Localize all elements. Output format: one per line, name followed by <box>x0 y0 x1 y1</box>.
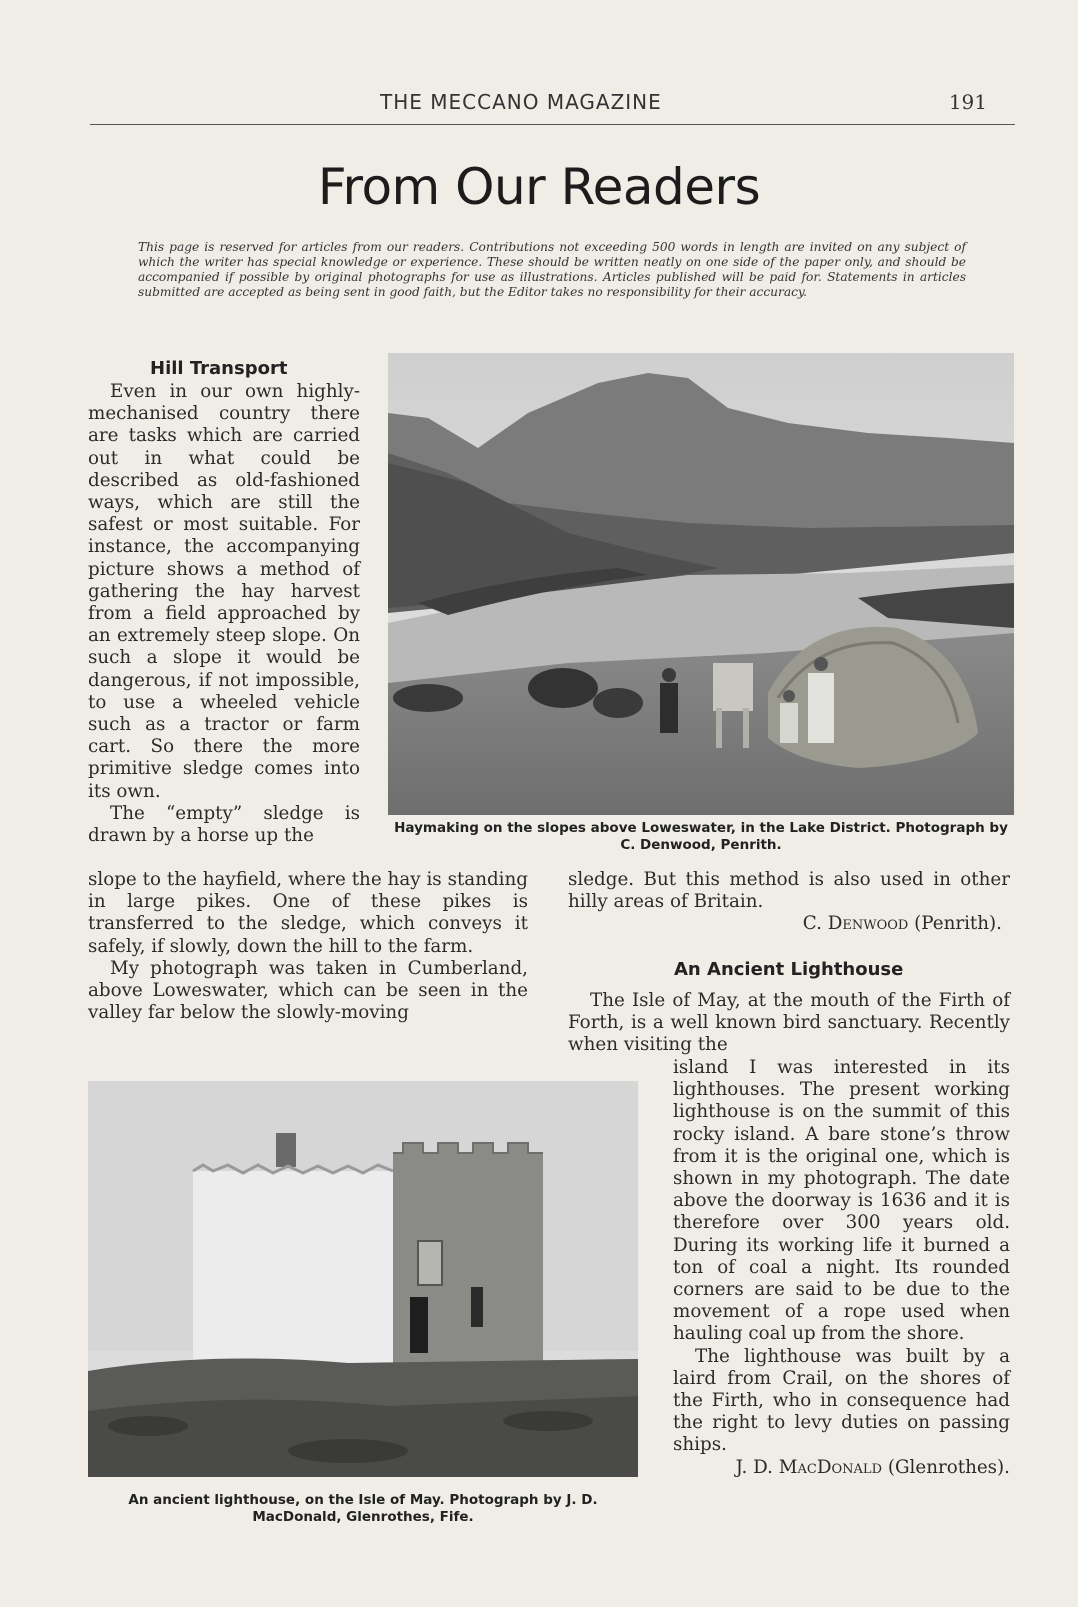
page-title: From Our Readers <box>317 158 761 216</box>
lighthouse-photo-caption: An ancient lighthouse, on the Isle of May. Photograph by J. D. MacDonald, Glenrothes, Fife. <box>128 1492 598 1525</box>
running-header <box>90 88 1015 125</box>
article-paragraph: The Isle of May, at the mouth of the Firth of Forth, is a well known bird sanctuary. Recently when visiting the <box>568 990 1010 1056</box>
page-number: 191 <box>948 90 987 114</box>
author-place: (Penrith). <box>914 913 1002 935</box>
article-heading-hill-transport: Hill Transport <box>150 358 288 379</box>
article-paragraph: Even in our own highly-mechanised country there are tasks which are carried out in what could be described as old-fashioned ways, which are still the safest or most suitable. For instance, the accompanying picture shows a method of gathering the hay harvest from a field approached by an extremely steep slope. On such a slope it would be dangerous, if not impossible, to use a wheeled vehicle such as a tractor or farm cart. So there the more primitive sledge comes into its own. <box>88 381 360 802</box>
article-hill-transport-end <box>568 869 1010 936</box>
article-paragraph: sledge. But this method is also used in other hilly areas of Britain. <box>568 869 1010 913</box>
article-hill-transport-continuation <box>88 869 528 1024</box>
author-name: C. Denwood <box>802 913 909 935</box>
article-paragraph: The “empty” sledge is drawn by a horse up the <box>88 802 360 847</box>
haymaking-photo <box>388 353 1014 815</box>
article-heading-ancient-lighthouse: An Ancient Lighthouse <box>674 959 904 980</box>
lighthouse-photo <box>88 1081 638 1477</box>
article-hill-transport-column <box>88 381 360 847</box>
intro-paragraph: This page is reserved for articles from our readers. Contributions not exceeding 500 words in length are invited on any subject of which the writer has special knowledge or experience. These should be written neatly on one side of the paper only, and should be accompanied if possible by original photographs for use as illustrations. Articles published will be paid for. Statements in articles submitted are accepted as being sent in good faith, but the Editor takes no responsibility for their accuracy. <box>138 240 966 299</box>
author-signature <box>568 913 1010 935</box>
author-signature <box>673 1457 1010 1479</box>
article-paragraph: slope to the hayfield, where the hay is standing in large pikes. One of these pikes is transferred to the sledge, which conveys it safely, if slowly, down the hill to the farm. <box>88 869 528 957</box>
article-paragraph: My photograph was taken in Cumberland, above Loweswater, which can be seen in the valley far below the slowly-moving <box>88 957 528 1024</box>
article-paragraph: The lighthouse was built by a laird from Crail, on the shores of the Firth, who in consequence had the right to levy duties on passing ships. <box>673 1345 1010 1456</box>
article-lighthouse-intro <box>568 990 1010 1057</box>
magazine-title: THE MECCANO MAGAZINE <box>380 90 662 114</box>
article-paragraph: island I was interested in its lighthouses. The present working lighthouse is on the summit of this rocky island. A bare stone’s throw from it is the original one, which is shown in my photograph. The date above the doorway is 1636 and it is therefore over 300 years old. During its working life it burned a ton of coal a night. Its rounded corners are said to be due to the movement of a rope used when hauling coal up from the shore. <box>673 1057 1010 1345</box>
article-lighthouse-column <box>673 1057 1010 1479</box>
author-place: (Glenrothes). <box>887 1456 1010 1478</box>
author-name: J. D. MacDonald <box>735 1456 882 1478</box>
haymaking-photo-caption: Haymaking on the slopes above Loweswater, in the Lake District. Photograph by C. Denwood, Penrith. <box>394 820 1008 853</box>
